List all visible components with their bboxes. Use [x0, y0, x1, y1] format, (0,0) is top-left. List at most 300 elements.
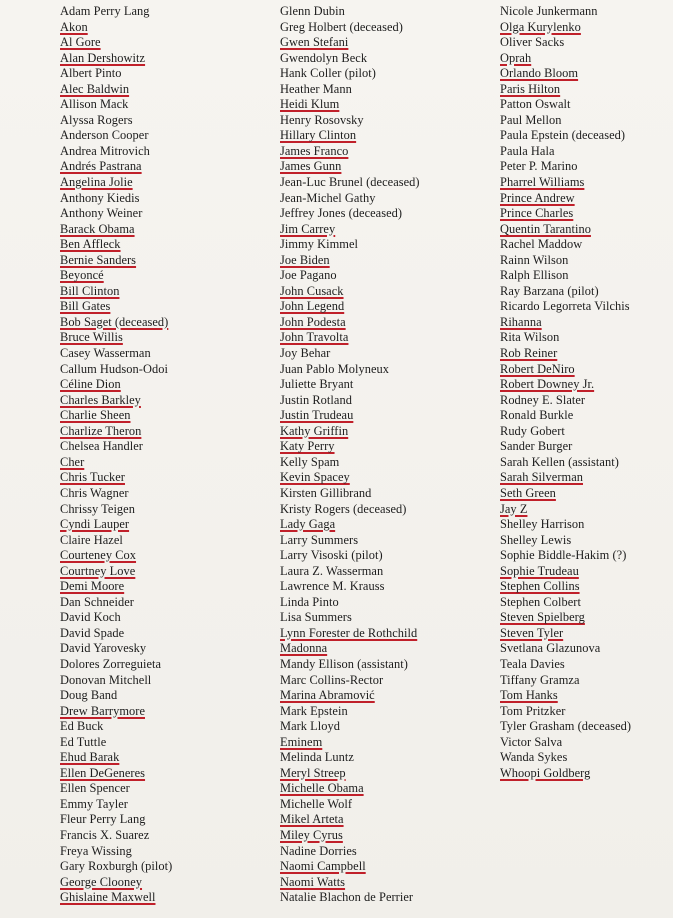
underlined-name: Lady Gaga	[280, 517, 336, 532]
underlined-name: Al Gore	[60, 35, 101, 50]
name: Paula Hala	[500, 143, 555, 158]
list-item	[280, 408, 420, 424]
name: Heather Mann	[280, 81, 352, 96]
list-item	[60, 797, 172, 813]
list-item	[60, 750, 172, 766]
list-item	[500, 97, 631, 113]
list-item	[500, 315, 631, 331]
name: Michelle Wolf	[280, 796, 353, 811]
list-item	[280, 455, 420, 471]
underlined-name: Tom Hanks	[500, 688, 558, 703]
list-item	[60, 159, 172, 175]
underlined-name: Quentin Tarantino	[500, 221, 591, 236]
list-item	[500, 766, 631, 782]
list-item	[280, 486, 420, 502]
list-item	[280, 268, 420, 284]
name: Donovan Mitchell	[60, 672, 152, 687]
list-item	[500, 579, 631, 595]
underlined-name: John Cusack	[280, 283, 344, 298]
name: Claire Hazel	[60, 532, 123, 547]
list-item	[280, 424, 420, 440]
list-item	[280, 362, 420, 378]
list-item	[500, 35, 631, 51]
underlined-name: Rob Reiner	[500, 346, 558, 361]
list-item	[60, 626, 172, 642]
list-item	[280, 688, 420, 704]
underlined-name: Robert Downey Jr.	[500, 377, 595, 392]
list-item	[500, 206, 631, 222]
list-item	[280, 113, 420, 129]
name: Kirsten Gillibrand	[280, 485, 372, 500]
underlined-name: Angelina Jolie	[60, 175, 133, 190]
name: Laura Z. Wasserman	[280, 563, 384, 578]
underlined-name: Gwen Stefani	[280, 35, 349, 50]
name: Lawrence M. Krauss	[280, 579, 385, 594]
name: Nicole Junkermann	[500, 4, 598, 18]
list-item	[280, 222, 420, 238]
list-item	[500, 719, 631, 735]
list-item	[60, 330, 172, 346]
list-item	[500, 159, 631, 175]
underlined-name: Charlie Sheen	[60, 408, 131, 423]
list-item	[500, 750, 631, 766]
name: Dan Schneider	[60, 594, 134, 609]
list-item	[500, 424, 631, 440]
underlined-name: Rihanna	[500, 314, 542, 329]
list-item	[60, 191, 172, 207]
name: Jean-Michel Gathy	[280, 190, 376, 205]
list-item	[500, 408, 631, 424]
list-item	[280, 284, 420, 300]
list-item	[60, 890, 172, 906]
list-item	[280, 20, 420, 36]
list-item	[280, 128, 420, 144]
list-item	[280, 812, 420, 828]
name: Mark Epstein	[280, 703, 348, 718]
list-item	[60, 657, 172, 673]
list-item	[280, 735, 420, 751]
list-item	[280, 828, 420, 844]
name: Callum Hudson-Odoi	[60, 361, 168, 376]
list-item	[280, 377, 420, 393]
underlined-name: Céline Dion	[60, 377, 121, 392]
name: Ralph Ellison	[500, 268, 569, 283]
name: Ricardo Legorreta Vilchis	[500, 299, 630, 314]
list-item	[500, 455, 631, 471]
list-item	[280, 766, 420, 782]
underlined-name: Hillary Clinton	[280, 128, 357, 143]
name: Natalie Blachon de Perrier	[280, 890, 414, 905]
name: Oliver Sacks	[500, 35, 565, 50]
list-item	[60, 4, 172, 20]
list-item	[60, 82, 172, 98]
name: Stephen Colbert	[500, 594, 581, 609]
underlined-name: Prince Andrew	[500, 190, 575, 205]
underlined-name: Meryl Streep	[280, 765, 346, 780]
name: Ed Buck	[60, 719, 104, 734]
underlined-name: Michelle Obama	[280, 781, 364, 796]
list-item	[280, 641, 420, 657]
list-item	[280, 797, 420, 813]
list-item	[280, 548, 420, 564]
name: David Yarovesky	[60, 641, 147, 656]
list-item	[280, 844, 420, 860]
underlined-name: Cher	[60, 454, 85, 469]
name: Anthony Kiedis	[60, 190, 140, 205]
list-item	[500, 688, 631, 704]
underlined-name: Bill Gates	[60, 299, 111, 314]
list-item	[500, 20, 631, 36]
name: Melinda Luntz	[280, 750, 354, 765]
name: Kristy Rogers (deceased)	[280, 501, 407, 516]
name: David Koch	[60, 610, 121, 625]
underlined-name: Marina Abramović	[280, 688, 375, 703]
name: Chelsea Handler	[60, 439, 143, 454]
underlined-name: Sarah Silverman	[500, 470, 583, 485]
list-item	[280, 502, 420, 518]
list-item	[280, 517, 420, 533]
list-item	[280, 35, 420, 51]
name: Jeffrey Jones (deceased)	[280, 206, 403, 221]
underlined-name: Prince Charles	[500, 206, 574, 221]
list-item	[500, 66, 631, 82]
list-item	[500, 704, 631, 720]
name: Mark Lloyd	[280, 719, 341, 734]
name: Rainn Wilson	[500, 252, 569, 267]
list-item	[60, 346, 172, 362]
list-item	[60, 719, 172, 735]
underlined-name: Lynn Forester de Rothchild	[280, 625, 418, 640]
list-item	[60, 377, 172, 393]
list-item	[280, 875, 420, 891]
name: Sophie Biddle-Hakim (?)	[500, 548, 627, 563]
name: Gwendolyn Beck	[280, 50, 368, 65]
list-item	[60, 859, 172, 875]
list-item	[60, 113, 172, 129]
list-item	[500, 330, 631, 346]
list-item	[60, 315, 172, 331]
list-item	[60, 595, 172, 611]
name: Linda Pinto	[280, 594, 339, 609]
underlined-name: Sophie Trudeau	[500, 563, 579, 578]
underlined-name: Robert DeNiro	[500, 361, 575, 376]
list-item	[500, 284, 631, 300]
list-item	[280, 719, 420, 735]
list-item	[500, 548, 631, 564]
list-item	[500, 113, 631, 129]
name: Anthony Weiner	[60, 206, 143, 221]
list-item	[280, 175, 420, 191]
list-item	[280, 579, 420, 595]
name: Ed Tuttle	[60, 734, 107, 749]
list-item	[60, 470, 172, 486]
list-item	[280, 97, 420, 113]
list-item	[280, 66, 420, 82]
name: Rodney E. Slater	[500, 392, 586, 407]
name: Adam Perry Lang	[60, 4, 150, 18]
name: Wanda Sykes	[500, 750, 568, 765]
list-item	[280, 330, 420, 346]
list-item	[280, 159, 420, 175]
name: Sarah Kellen (assistant)	[500, 454, 619, 469]
underlined-name: Drew Barrymore	[60, 703, 145, 718]
name: David Spade	[60, 625, 125, 640]
list-item	[280, 890, 420, 906]
list-item	[60, 641, 172, 657]
list-item	[60, 455, 172, 471]
underlined-name: Steven Spielberg	[500, 610, 585, 625]
list-item	[60, 844, 172, 860]
list-item	[60, 579, 172, 595]
underlined-name: Bruce Willis	[60, 330, 123, 345]
list-item	[60, 781, 172, 797]
underlined-name: Alec Baldwin	[60, 81, 130, 96]
list-item	[280, 144, 420, 160]
list-item	[500, 502, 631, 518]
list-item	[60, 688, 172, 704]
list-item	[500, 470, 631, 486]
list-item	[60, 66, 172, 82]
list-item	[60, 175, 172, 191]
underlined-name: Bill Clinton	[60, 283, 120, 298]
list-item	[60, 735, 172, 751]
underlined-name: Stephen Collins	[500, 579, 580, 594]
list-item	[60, 237, 172, 253]
list-item	[500, 439, 631, 455]
list-item	[280, 346, 420, 362]
name: Rita Wilson	[500, 330, 560, 345]
name: Kelly Spam	[280, 454, 340, 469]
underlined-name: Jim Carrey	[280, 221, 336, 236]
name: Albert Pinto	[60, 66, 122, 81]
name: Shelley Lewis	[500, 532, 572, 547]
name: Rachel Maddow	[500, 237, 583, 252]
list-item	[60, 35, 172, 51]
list-item	[60, 128, 172, 144]
name: Emmy Tayler	[60, 796, 128, 811]
list-item	[500, 253, 631, 269]
underlined-name: Justin Trudeau	[280, 408, 354, 423]
underlined-name: Ellen DeGeneres	[60, 765, 146, 780]
name: Henry Rosovsky	[280, 112, 364, 127]
list-item	[60, 253, 172, 269]
list-item	[60, 673, 172, 689]
underlined-name: Andrés Pastrana	[60, 159, 142, 174]
name: Tom Pritzker	[500, 703, 566, 718]
list-item	[280, 657, 420, 673]
list-item	[280, 626, 420, 642]
list-item	[500, 346, 631, 362]
list-item	[280, 859, 420, 875]
name: Chris Wagner	[60, 485, 129, 500]
underlined-name: Joe Biden	[280, 252, 330, 267]
underlined-name: Cyndi Lauper	[60, 517, 130, 532]
name: Casey Wasserman	[60, 346, 151, 361]
list-item	[280, 781, 420, 797]
list-item	[60, 875, 172, 891]
underlined-name: Katy Perry	[280, 439, 335, 454]
name: Hank Coller (pilot)	[280, 66, 376, 81]
underlined-name: James Gunn	[280, 159, 342, 174]
list-item	[60, 564, 172, 580]
underlined-name: Mikel Arteta	[280, 812, 344, 827]
underlined-name: Beyoncé	[60, 268, 104, 283]
list-item	[60, 610, 172, 626]
underlined-name: Bob Saget (deceased)	[60, 314, 169, 329]
list-item	[60, 424, 172, 440]
underlined-name: Charlize Theron	[60, 423, 142, 438]
list-item	[500, 222, 631, 238]
underlined-name: Whoopi Goldberg	[500, 765, 591, 780]
list-item	[280, 750, 420, 766]
underlined-name: Kevin Spacey	[280, 470, 350, 485]
list-item	[280, 82, 420, 98]
underlined-name: Barack Obama	[60, 221, 135, 236]
underlined-name: Ghislaine Maxwell	[60, 890, 156, 905]
underlined-name: Steven Tyler	[500, 625, 564, 640]
list-item	[500, 237, 631, 253]
name: Jimmy Kimmel	[280, 237, 359, 252]
name: Victor Salva	[500, 734, 563, 749]
list-item	[60, 828, 172, 844]
list-item	[60, 439, 172, 455]
underlined-name: Oprah	[500, 50, 532, 65]
list-item	[500, 641, 631, 657]
name-column-3	[500, 4, 631, 781]
list-item	[60, 766, 172, 782]
name: Mandy Ellison (assistant)	[280, 656, 408, 671]
name-column-1	[60, 4, 172, 906]
list-item	[500, 299, 631, 315]
list-item	[500, 610, 631, 626]
name: Ronald Burkle	[500, 408, 574, 423]
list-item	[60, 533, 172, 549]
underlined-name: Ehud Barak	[60, 750, 120, 765]
name: Tiffany Gramza	[500, 672, 580, 687]
list-item	[280, 704, 420, 720]
list-item	[500, 51, 631, 67]
list-item	[280, 610, 420, 626]
list-item	[280, 191, 420, 207]
name: Peter P. Marino	[500, 159, 578, 174]
name: Jean-Luc Brunel (deceased)	[280, 175, 420, 190]
underlined-name: Naomi Watts	[280, 874, 346, 889]
list-item	[500, 735, 631, 751]
name: Francis X. Suarez	[60, 827, 150, 842]
list-item	[60, 393, 172, 409]
list-item	[60, 268, 172, 284]
underlined-name: Heidi Klum	[280, 97, 340, 112]
list-item	[500, 144, 631, 160]
underlined-name: Olga Kurylenko	[500, 19, 581, 34]
underlined-name: Seth Green	[500, 485, 556, 500]
list-item	[500, 595, 631, 611]
name: Justin Rotland	[280, 392, 352, 407]
name: Svetlana Glazunova	[500, 641, 601, 656]
name: Teala Davies	[500, 656, 565, 671]
name: Juliette Bryant	[280, 377, 354, 392]
list-item	[500, 377, 631, 393]
name: Anderson Cooper	[60, 128, 149, 143]
name: Gary Roxburgh (pilot)	[60, 859, 173, 874]
list-item	[280, 51, 420, 67]
underlined-name: Eminem	[280, 734, 323, 749]
underlined-name: Orlando Bloom	[500, 66, 579, 81]
underlined-name: Alan Dershowitz	[60, 50, 146, 65]
list-item	[500, 486, 631, 502]
list-item	[500, 175, 631, 191]
list-item	[500, 673, 631, 689]
list-item	[500, 517, 631, 533]
list-item	[500, 128, 631, 144]
underlined-name: Charles Barkley	[60, 392, 141, 407]
list-item	[500, 268, 631, 284]
list-item	[60, 704, 172, 720]
name: Marc Collins-Rector	[280, 672, 384, 687]
list-item	[280, 393, 420, 409]
list-item	[500, 4, 631, 20]
list-item	[60, 502, 172, 518]
underlined-name: Courtney Love	[60, 563, 136, 578]
list-item	[280, 237, 420, 253]
list-item	[280, 206, 420, 222]
name-column-2	[280, 4, 420, 906]
list-item	[60, 284, 172, 300]
list-item	[60, 408, 172, 424]
list-item	[500, 191, 631, 207]
name: Freya Wissing	[60, 843, 132, 858]
underlined-name: Naomi Campbell	[280, 859, 366, 874]
underlined-name: Bernie Sanders	[60, 252, 137, 267]
list-item	[500, 82, 631, 98]
list-item	[500, 533, 631, 549]
underlined-name: James Franco	[280, 143, 349, 158]
list-item	[500, 564, 631, 580]
list-item	[60, 548, 172, 564]
name: Doug Band	[60, 688, 118, 703]
list-item	[60, 206, 172, 222]
list-item	[60, 517, 172, 533]
name: Greg Holbert (deceased)	[280, 19, 403, 34]
underlined-name: John Legend	[280, 299, 345, 314]
name: Andrea Mitrovich	[60, 143, 150, 158]
underlined-name: Akon	[60, 19, 88, 34]
underlined-name: Ben Affleck	[60, 237, 121, 252]
underlined-name: Paris Hilton	[500, 81, 561, 96]
list-item	[60, 362, 172, 378]
list-item	[60, 812, 172, 828]
name: Alyssa Rogers	[60, 112, 133, 127]
name: Lisa Summers	[280, 610, 352, 625]
name: Rudy Gobert	[500, 423, 565, 438]
list-item	[500, 362, 631, 378]
name: Tyler Grasham (deceased)	[500, 719, 632, 734]
underlined-name: John Podesta	[280, 314, 346, 329]
underlined-name: Kathy Griffin	[280, 423, 349, 438]
list-item	[60, 299, 172, 315]
name: Juan Pablo Molyneux	[280, 361, 390, 376]
name: Larry Visoski (pilot)	[280, 548, 383, 563]
name: Sander Burger	[500, 439, 573, 454]
name: Nadine Dorries	[280, 843, 357, 858]
list-item	[280, 533, 420, 549]
list-item	[280, 470, 420, 486]
underlined-name: Demi Moore	[60, 579, 125, 594]
underlined-name: Miley Cyrus	[280, 827, 343, 842]
list-item	[280, 439, 420, 455]
underlined-name: John Travolta	[280, 330, 349, 345]
name: Larry Summers	[280, 532, 359, 547]
